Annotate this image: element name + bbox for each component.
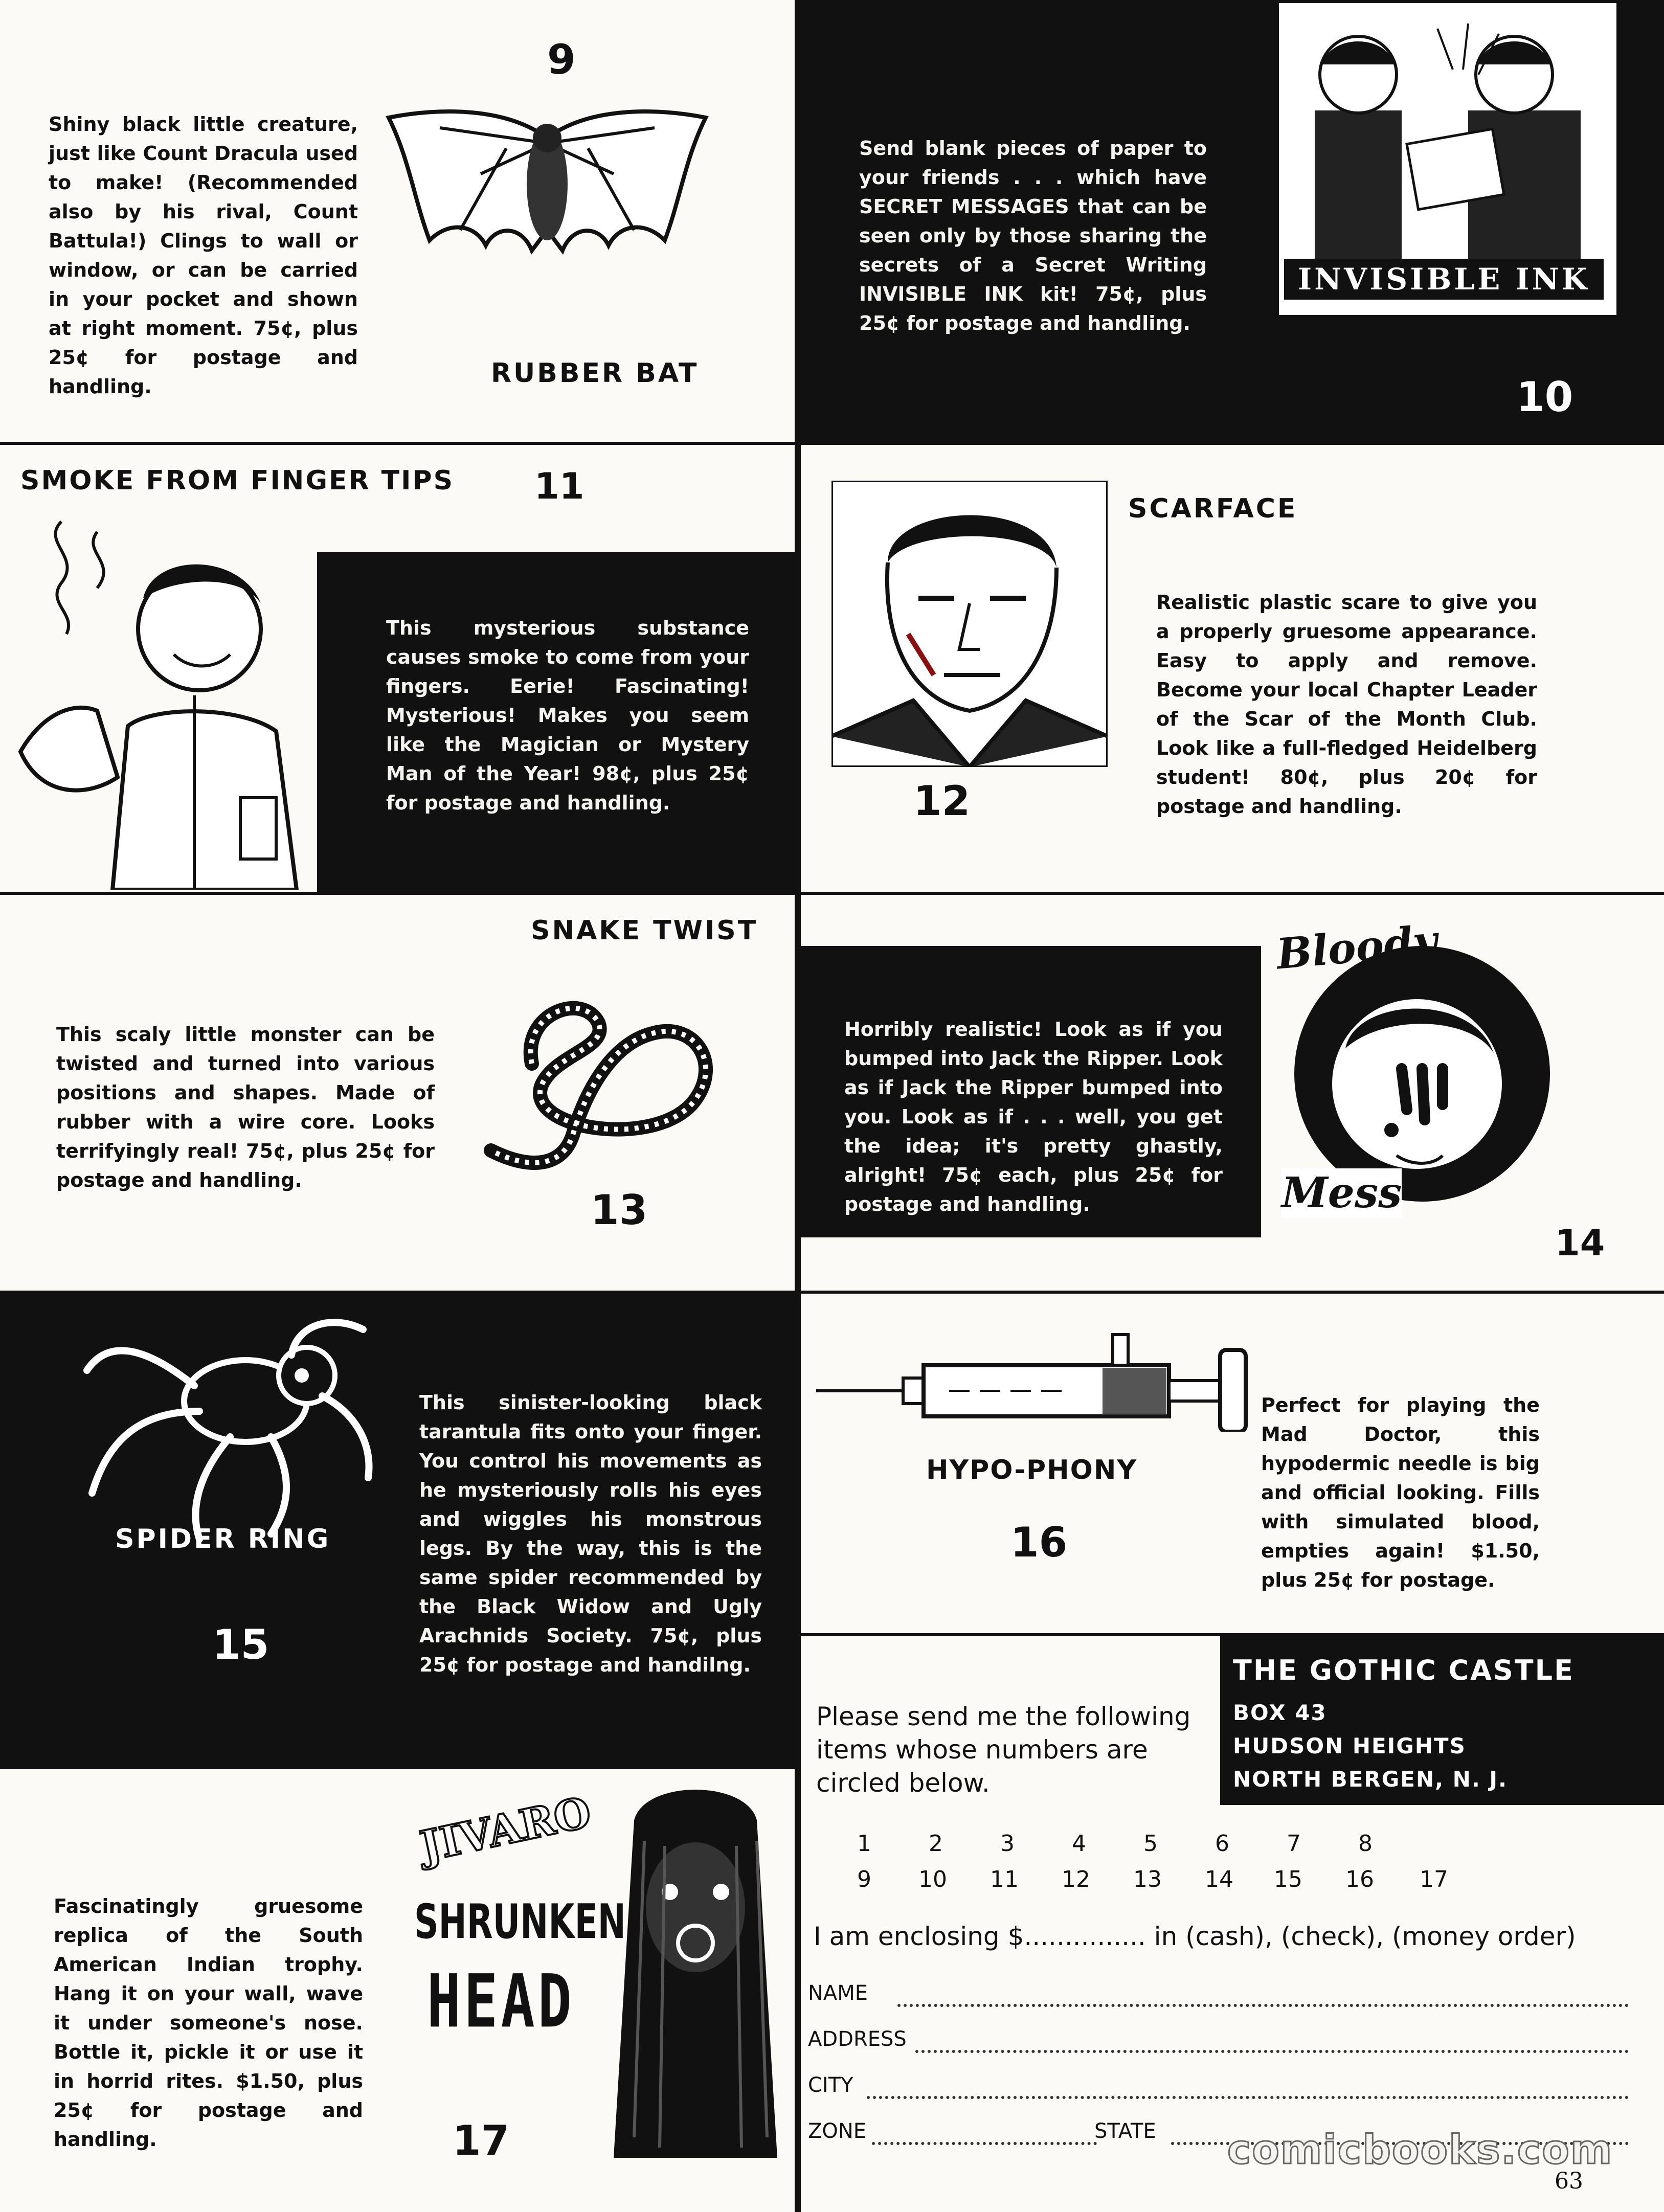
syringe-illustration bbox=[816, 1329, 1256, 1432]
spider-illustration bbox=[77, 1309, 384, 1544]
order-number-4[interactable]: 4 bbox=[1072, 1831, 1086, 1857]
item-15-number: 15 bbox=[212, 1621, 269, 1668]
item-11-number: 11 bbox=[534, 465, 584, 507]
zone-label: ZONE bbox=[808, 2119, 867, 2143]
order-number-17[interactable]: 17 bbox=[1420, 1866, 1448, 1892]
item-16-title: HYPO-PHONY bbox=[926, 1455, 1138, 1485]
item-15-panel bbox=[0, 1294, 798, 1769]
item-13-panel bbox=[0, 895, 798, 1294]
order-instruction: Please send me the following items whose numbers are circled below. bbox=[816, 1702, 1191, 1798]
item-12-panel bbox=[798, 445, 1664, 895]
order-number-15[interactable]: 15 bbox=[1274, 1866, 1302, 1892]
order-number-11[interactable]: 11 bbox=[990, 1866, 1019, 1892]
item-12-number: 12 bbox=[913, 777, 971, 825]
city-line[interactable] bbox=[867, 2096, 1629, 2099]
item-16-description: Perfect for playing the Mad Doctor, this hypodermic needle is big and official looking. Fills with simulated blood, empties again! $1.50, plus 25¢ for postage. bbox=[1261, 1394, 1540, 1591]
order-number-10[interactable]: 10 bbox=[918, 1866, 947, 1892]
enclosing-amount-line[interactable]: I am enclosing $............... in (cash), (check), (money order) bbox=[814, 1922, 1576, 1951]
address-label: ADDRESS bbox=[808, 2027, 907, 2051]
item-14-panel bbox=[798, 895, 1664, 1294]
order-number-2[interactable]: 2 bbox=[929, 1831, 943, 1857]
item-12-title: SCARFACE bbox=[1128, 493, 1298, 524]
snake-illustration bbox=[481, 982, 747, 1207]
company-address-line-1: BOX 43 bbox=[1233, 1700, 1327, 1725]
company-address-line-2: HUDSON HEIGHTS bbox=[1233, 1733, 1466, 1758]
scarface-illustration bbox=[831, 481, 1108, 767]
item-16-panel bbox=[798, 1294, 1664, 1636]
company-name: THE GOTHIC CASTLE bbox=[1233, 1654, 1575, 1686]
order-number-8[interactable]: 8 bbox=[1358, 1831, 1373, 1857]
company-address-line-3: NORTH BERGEN, N. J. bbox=[1233, 1767, 1508, 1792]
item-12-description: Realistic plastic scare to give you a properly gruesome appearance. Easy to apply and remove. Become your local Chapter Leader of the Scar of the Month Club. Look like a full-fledged Heidelberg student! 80¢, plus 20¢ for postage and handling. bbox=[1156, 591, 1537, 818]
name-field[interactable] bbox=[808, 1981, 1631, 2017]
name-label: NAME bbox=[808, 1981, 868, 2005]
item-17-title-top: JIVARO bbox=[416, 1787, 595, 1872]
name-line[interactable] bbox=[897, 2004, 1629, 2007]
item-17-number: 17 bbox=[453, 2117, 510, 2164]
address-line[interactable] bbox=[915, 2050, 1629, 2053]
item-16-number: 16 bbox=[1010, 1519, 1068, 1566]
state-label: STATE bbox=[1094, 2119, 1156, 2143]
address-field[interactable] bbox=[808, 2027, 1631, 2063]
watermark: comicbooks.com bbox=[1227, 2127, 1613, 2173]
item-10-description: Send blank pieces of paper to your friends . . . which have SECRET MESSAGES that can be seen only by those sharing the secrets of a Secret Writing INVISIBLE INK kit! 75¢, plus 25¢ for postage and handling. bbox=[859, 137, 1207, 334]
item-17-title-mid: SHRUNKEN bbox=[414, 1894, 626, 1950]
order-number-16[interactable]: 16 bbox=[1345, 1866, 1374, 1892]
item-10-number: 10 bbox=[1516, 373, 1573, 421]
order-number-7[interactable]: 7 bbox=[1287, 1831, 1301, 1857]
item-15-title: SPIDER RING bbox=[115, 1524, 331, 1554]
order-number-3[interactable]: 3 bbox=[1000, 1831, 1015, 1857]
item-9-description: Shiny black little creature, just like Count Dracula used to make! (Recommended also by his rival, Count Battula!) Clings to wall or window, or can be carried in your pocket and shown at right moment. 75¢, plus 25¢ for postage and handling. bbox=[49, 113, 358, 398]
order-number-9[interactable]: 9 bbox=[857, 1866, 871, 1892]
item-14-title-top: Bloody bbox=[1274, 916, 1440, 979]
item-9-number: 9 bbox=[547, 36, 576, 83]
item-14-title-bottom: Mess bbox=[1281, 1168, 1402, 1217]
zone-line[interactable] bbox=[872, 2142, 1097, 2145]
item-14-number: 14 bbox=[1555, 1222, 1605, 1264]
item-13-number: 13 bbox=[591, 1186, 648, 1234]
item-9-title: RUBBER BAT bbox=[491, 358, 699, 389]
shrunken-head-illustration bbox=[603, 1779, 788, 2163]
item-10-panel bbox=[798, 0, 1664, 445]
city-field[interactable] bbox=[808, 2073, 1631, 2109]
item-14-description: Horribly realistic! Look as if you bumped into Jack the Ripper. Look as if Jack the Ripper bumped into you. Look as if . . . well, you get the idea; it's pretty ghastly, alright! 75¢ each, plus 25¢ for postage and handling. bbox=[844, 1018, 1223, 1215]
item-13-title: SNAKE TWIST bbox=[531, 915, 758, 946]
item-10-title: INVISIBLE INK bbox=[1284, 259, 1604, 300]
item-15-description: This sinister-looking black tarantula fits onto your finger. You control his movements as he mysteriously rolls his eyes and wiggles his monstrous legs. By the way, this is the same spider recommended by the Black Widow and Ugly Arachnids Society. 75¢, plus 25¢ for postage and handilng. bbox=[419, 1391, 762, 1676]
smoking-man-illustration bbox=[10, 511, 317, 890]
item-11-title: SMOKE FROM FINGER TIPS bbox=[20, 465, 455, 496]
order-number-5[interactable]: 5 bbox=[1143, 1831, 1158, 1857]
order-number-12[interactable]: 12 bbox=[1062, 1866, 1090, 1892]
order-number-6[interactable]: 6 bbox=[1215, 1831, 1229, 1857]
item-17-title-bottom: HEAD bbox=[427, 1958, 575, 2044]
item-17-panel bbox=[0, 1769, 798, 2212]
item-11-description: This mysterious substance causes smoke to come from your fingers. Eerie! Fascinating! Mysterious! Makes you seem like the Magician or Mystery Man of the Year! 98¢, plus 25¢ for postage and handling. bbox=[386, 617, 749, 814]
invisible-ink-illustration bbox=[1276, 0, 1620, 318]
item-13-description: This scaly little monster can be twisted and turned into various positions and shapes. Made of rubber with a wire core. Looks terrifyingly real! 75¢, plus 25¢ for postage and handling. bbox=[56, 1023, 435, 1191]
item-10-number-box bbox=[1258, 320, 1664, 445]
item-11-panel bbox=[0, 445, 798, 895]
bat-illustration bbox=[378, 97, 716, 302]
order-number-13[interactable]: 13 bbox=[1133, 1866, 1162, 1892]
page-number: 63 bbox=[1555, 2168, 1583, 2194]
order-number-14[interactable]: 14 bbox=[1205, 1866, 1233, 1892]
item-9-panel bbox=[0, 0, 798, 445]
city-label: CITY bbox=[808, 2073, 853, 2097]
order-number-1[interactable]: 1 bbox=[857, 1831, 871, 1857]
item-17-description: Fascinatingly gruesome replica of the South American Indian trophy. Hang it on your wall, wave it under someone's nose. Bottle it, pickle it or use it in horrid rites. $1.50, plus 25¢ for postage and handling. bbox=[54, 1895, 363, 2151]
